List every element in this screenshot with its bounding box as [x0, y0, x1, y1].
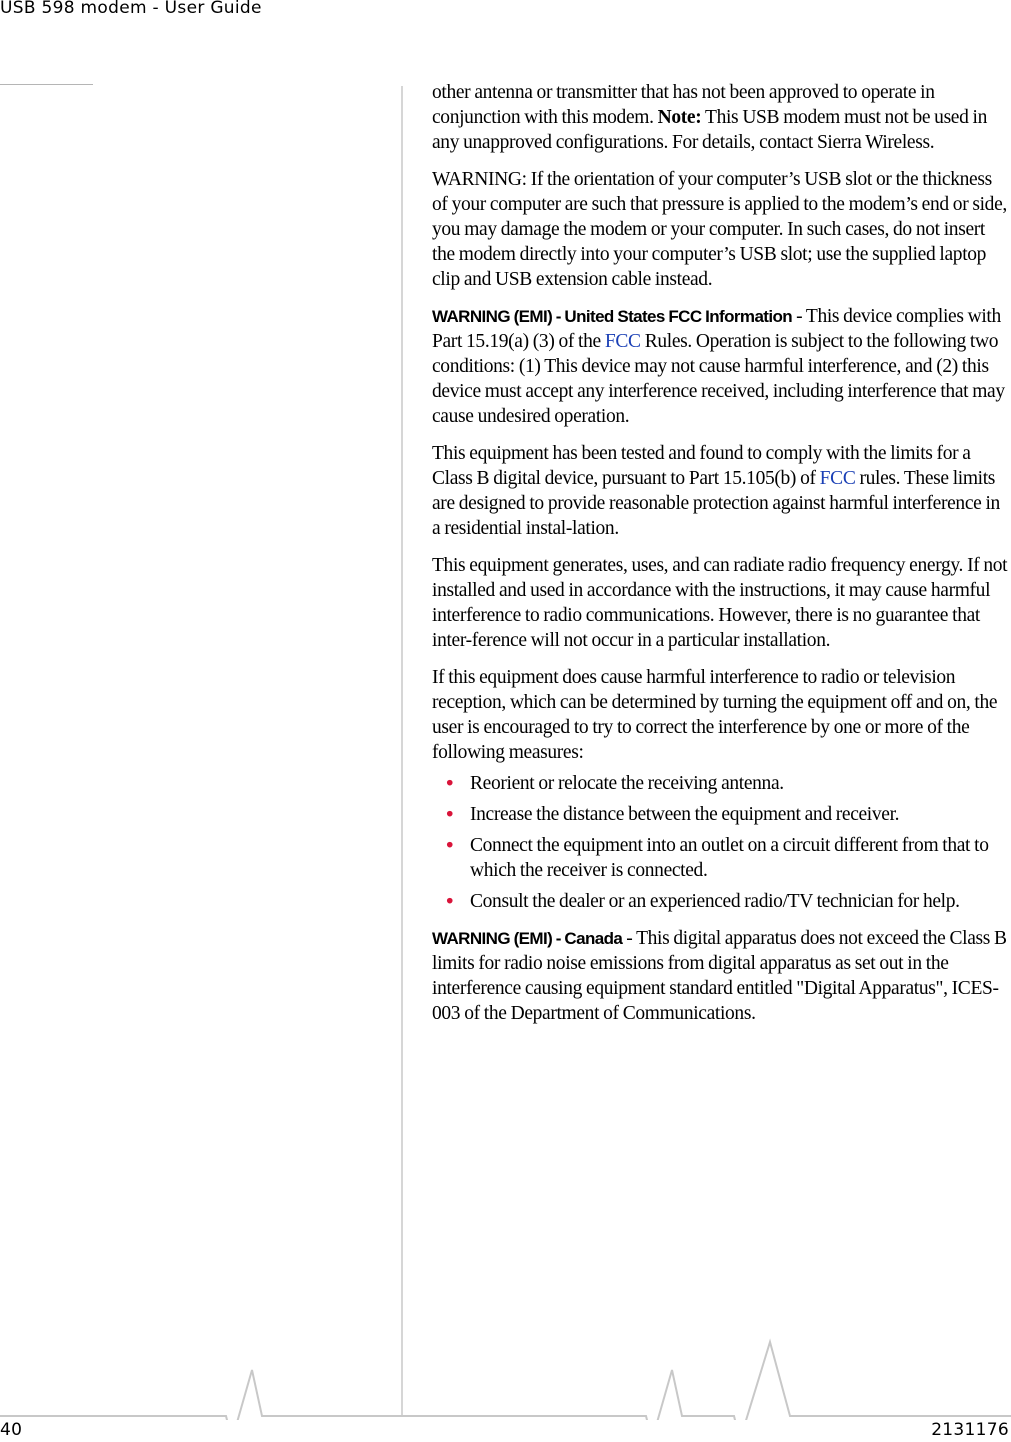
paragraph-usb-warning: WARNING: If the orientation of your computer’s USB slot or the thickness of your computer are such that pressure is applied to the modem’s end or side, you may damage the modem or your computer. In such cases, do not insert the modem directly into your computer’s USB slot; use the supplied laptop clip and USB extension cable instead.: [432, 169, 1007, 290]
paragraph-text: rules. These limits are designed to provide reasonable protection against harmful interference in a residential instal-lation.: [432, 468, 1000, 539]
paragraph-text: - This digital apparatus does not exceed the Class B limits for radio noise emissions from digital apparatus as set out in the interference causing equipment standard entitled "Digital Apparatus", ICES-003 of the Department of Communications.: [432, 928, 1007, 1024]
page-number: 40: [0, 1420, 23, 1440]
list-item: [432, 833, 1010, 883]
list-item-text: Consult the dealer or an experienced radio/TV technician for help.: [470, 891, 960, 912]
fcc-link[interactable]: FCC: [604, 331, 641, 352]
note-text: This USB modem must not be used in any unapproved configurations. For details, contact Sierra Wireless.: [432, 107, 988, 153]
paragraph-canada: [432, 926, 1010, 1026]
document-number: 2131176: [931, 1420, 1009, 1440]
main-content: [432, 80, 1010, 1038]
list-item: [432, 889, 1010, 914]
pulse-waveform: [0, 1342, 1011, 1420]
list-item: [432, 771, 1010, 796]
paragraph-text: other antenna or transmitter that has not been approved to operate in conjunction with this modem.: [432, 82, 935, 128]
paragraph-text: - This device complies with Part 15.19(a) (3) of the: [432, 306, 1001, 352]
paragraph-radio-energy: This equipment generates, uses, and can radiate radio frequency energy. If not installed and used in accordance with the instructions, it may cause harmful interference to radio communications. However, there is no guarantee that inter-ference will not occur in a particular installation.: [432, 555, 1008, 651]
paragraph-antenna: [432, 80, 1010, 155]
page-header-title: USB 598 modem - User Guide: [0, 0, 262, 18]
paragraph-text: This equipment has been tested and found to comply with the limits for a Class B digital device, pursuant to Part 15.105(b) of: [432, 443, 971, 489]
list-item-text: Connect the equipment into an outlet on a circuit different from that to which the receiver is connected.: [470, 835, 989, 881]
list-item-text: Increase the distance between the equipment and receiver.: [470, 804, 900, 825]
list-item-text: Reorient or relocate the receiving antenna.: [470, 773, 784, 794]
bullet-icon: •: [444, 890, 456, 913]
paragraph-measures-intro: If this equipment does cause harmful interference to radio or television reception, which can be determined by turning the equipment off and on, the user is encouraged to try to correct the interference by one or more of the following measures:: [432, 667, 998, 763]
bullet-icon: •: [444, 834, 456, 857]
footer-pulse-line: [0, 1330, 1011, 1420]
fcc-link[interactable]: FCC: [819, 468, 856, 489]
paragraph-class-b: [432, 441, 1010, 541]
bullet-icon: •: [444, 772, 456, 795]
note-label: Note:: [657, 107, 702, 128]
list-item: [432, 802, 1010, 827]
measures-list: [432, 771, 1010, 914]
paragraph-fcc-info: [432, 304, 1010, 429]
fcc-heading: WARNING (EMI) - United States FCC Information: [432, 307, 793, 326]
header-rule: [0, 84, 93, 85]
column-divider: [401, 86, 403, 1416]
paragraph-text: Rules. Operation is subject to the following two conditions: (1) This device may not cause harmful interference, and (2) this device must accept any interference received, including interference that may cause undesired operation.: [432, 331, 1005, 427]
bullet-icon: •: [444, 803, 456, 826]
canada-heading: WARNING (EMI) - Canada: [432, 929, 623, 948]
